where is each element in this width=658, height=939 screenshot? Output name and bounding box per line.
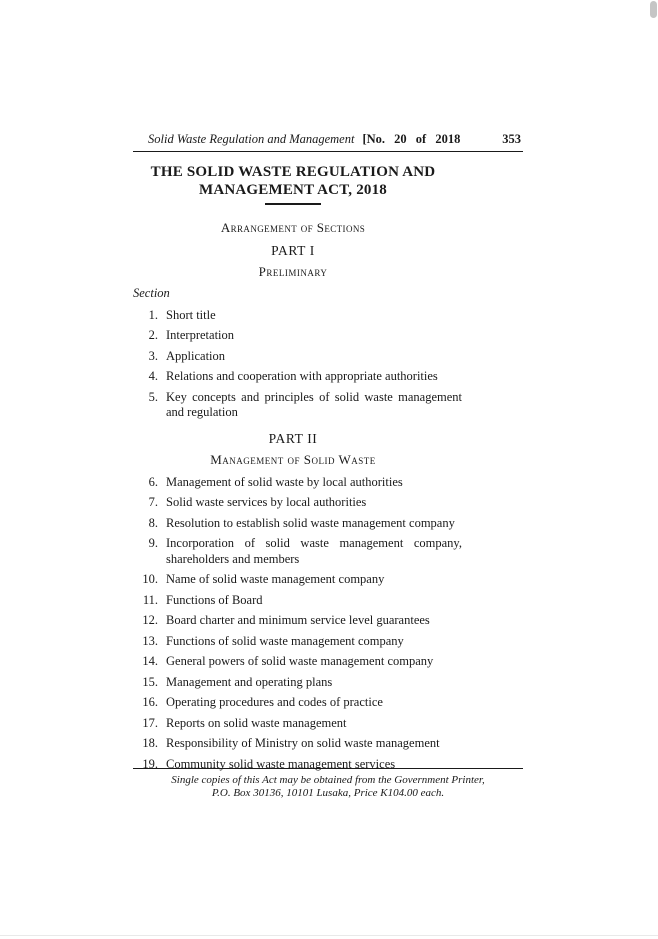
toc-item-text: Functions of solid waste management company xyxy=(166,633,404,648)
toc-item-text: Application xyxy=(166,348,226,363)
printer-footnote xyxy=(133,768,523,800)
toc-item-4 xyxy=(133,369,523,385)
running-header-issue-ref: [No. 20 of 2018 xyxy=(362,132,461,146)
toc-item-17 xyxy=(133,716,523,732)
toc-item-16 xyxy=(133,695,523,711)
toc-item-number: 1. xyxy=(148,307,158,322)
act-title-line1: THE SOLID WASTE REGULATION AND xyxy=(150,164,436,180)
toc-item-number: 16. xyxy=(142,695,158,710)
toc-item-text: Incorporation of solid waste management company, shareholders and members xyxy=(166,536,462,566)
toc-item-number: 12. xyxy=(142,613,158,628)
toc-item-number: 18. xyxy=(142,736,158,751)
toc-item-12 xyxy=(133,613,523,629)
toc-item-number: 19. xyxy=(142,756,158,771)
toc-item-6 xyxy=(133,475,523,491)
toc-item-7 xyxy=(133,495,523,511)
title-rule xyxy=(265,203,321,205)
printer-footnote-line1: Single copies of this Act may be obtained from the Government Printer, xyxy=(171,774,485,786)
part-2-heading-block xyxy=(133,431,453,468)
section-label: Section xyxy=(133,285,170,300)
printer-footnote-line2: P.O. Box 30136, 10101 Lusaka, Price K104.00 each. xyxy=(211,787,445,799)
vertical-scrollbar-thumb[interactable] xyxy=(650,1,657,18)
page-content xyxy=(133,132,523,777)
toc-item-number: 4. xyxy=(148,369,158,384)
toc-item-text: Resolution to establish solid waste management company xyxy=(166,515,455,530)
toc-item-number: 11. xyxy=(142,592,158,607)
page-bottom-divider xyxy=(0,935,658,936)
act-title-line2: MANAGEMENT ACT, 2018 xyxy=(198,181,388,198)
toc-item-14 xyxy=(133,654,523,670)
toc-item-text: Short title xyxy=(166,307,216,322)
toc-item-text: Responsibility of Ministry on solid waste management xyxy=(166,736,440,751)
part-1-heading: PART I xyxy=(271,242,315,258)
toc-item-text: Operating procedures and codes of practice xyxy=(166,695,383,710)
toc-item-15 xyxy=(133,675,523,691)
toc-item-text: General powers of solid waste management company xyxy=(166,654,434,669)
toc-item-text: Management and operating plans xyxy=(166,674,333,689)
toc-list-part-1 xyxy=(133,308,523,421)
part-1-subheading: Preliminary xyxy=(258,263,328,279)
toc-list-part-2 xyxy=(133,475,523,773)
toc-item-number: 5. xyxy=(148,389,158,404)
toc-item-text: Relations and cooperation with appropriate authorities xyxy=(166,369,438,384)
toc-item-text: Name of solid waste management company xyxy=(166,572,385,587)
arrangement-of-sections-heading: Arrangement of Sections xyxy=(220,219,366,235)
toc-item-number: 2. xyxy=(148,328,158,343)
part-2-heading: PART II xyxy=(268,430,318,446)
toc-item-text: Reports on solid waste management xyxy=(166,715,347,730)
toc-item-8 xyxy=(133,516,523,532)
toc-item-5 xyxy=(133,390,523,421)
running-header xyxy=(133,132,523,152)
toc-item-number: 9. xyxy=(148,536,158,551)
toc-item-text: Functions of Board xyxy=(166,592,263,607)
toc-item-number: 10. xyxy=(142,572,158,587)
toc-item-text: Key concepts and principles of solid waste management and regulation xyxy=(166,389,462,420)
toc-item-10 xyxy=(133,572,523,588)
running-header-journal-title: Solid Waste Regulation and Management xyxy=(148,132,355,146)
act-title xyxy=(133,164,453,199)
toc-item-9 xyxy=(133,536,523,567)
toc-item-number: 13. xyxy=(142,633,158,648)
toc-item-text: Community solid waste management services xyxy=(166,756,396,771)
toc-item-number: 15. xyxy=(142,674,158,689)
toc-item-text: Interpretation xyxy=(166,328,235,343)
toc-item-18 xyxy=(133,736,523,752)
part-2-subheading: Management of Solid Waste xyxy=(210,451,376,467)
toc-item-number: 17. xyxy=(142,715,158,730)
toc-item-11 xyxy=(133,593,523,609)
toc-item-text: Management of solid waste by local authorities xyxy=(166,474,403,489)
toc-item-3 xyxy=(133,349,523,365)
toc-item-number: 3. xyxy=(148,348,158,363)
toc-item-number: 6. xyxy=(148,474,158,489)
toc-item-2 xyxy=(133,328,523,344)
toc-item-text: Board charter and minimum service level guarantees xyxy=(166,613,430,628)
toc-item-number: 8. xyxy=(148,515,158,530)
toc-item-text: Solid waste services by local authorities xyxy=(166,495,367,510)
toc-item-number: 7. xyxy=(148,495,158,510)
running-header-page-number: 353 xyxy=(502,132,521,146)
toc-item-13 xyxy=(133,634,523,650)
toc-item-1 xyxy=(133,308,523,324)
heading-column xyxy=(133,164,453,280)
toc-item-number: 14. xyxy=(142,654,158,669)
